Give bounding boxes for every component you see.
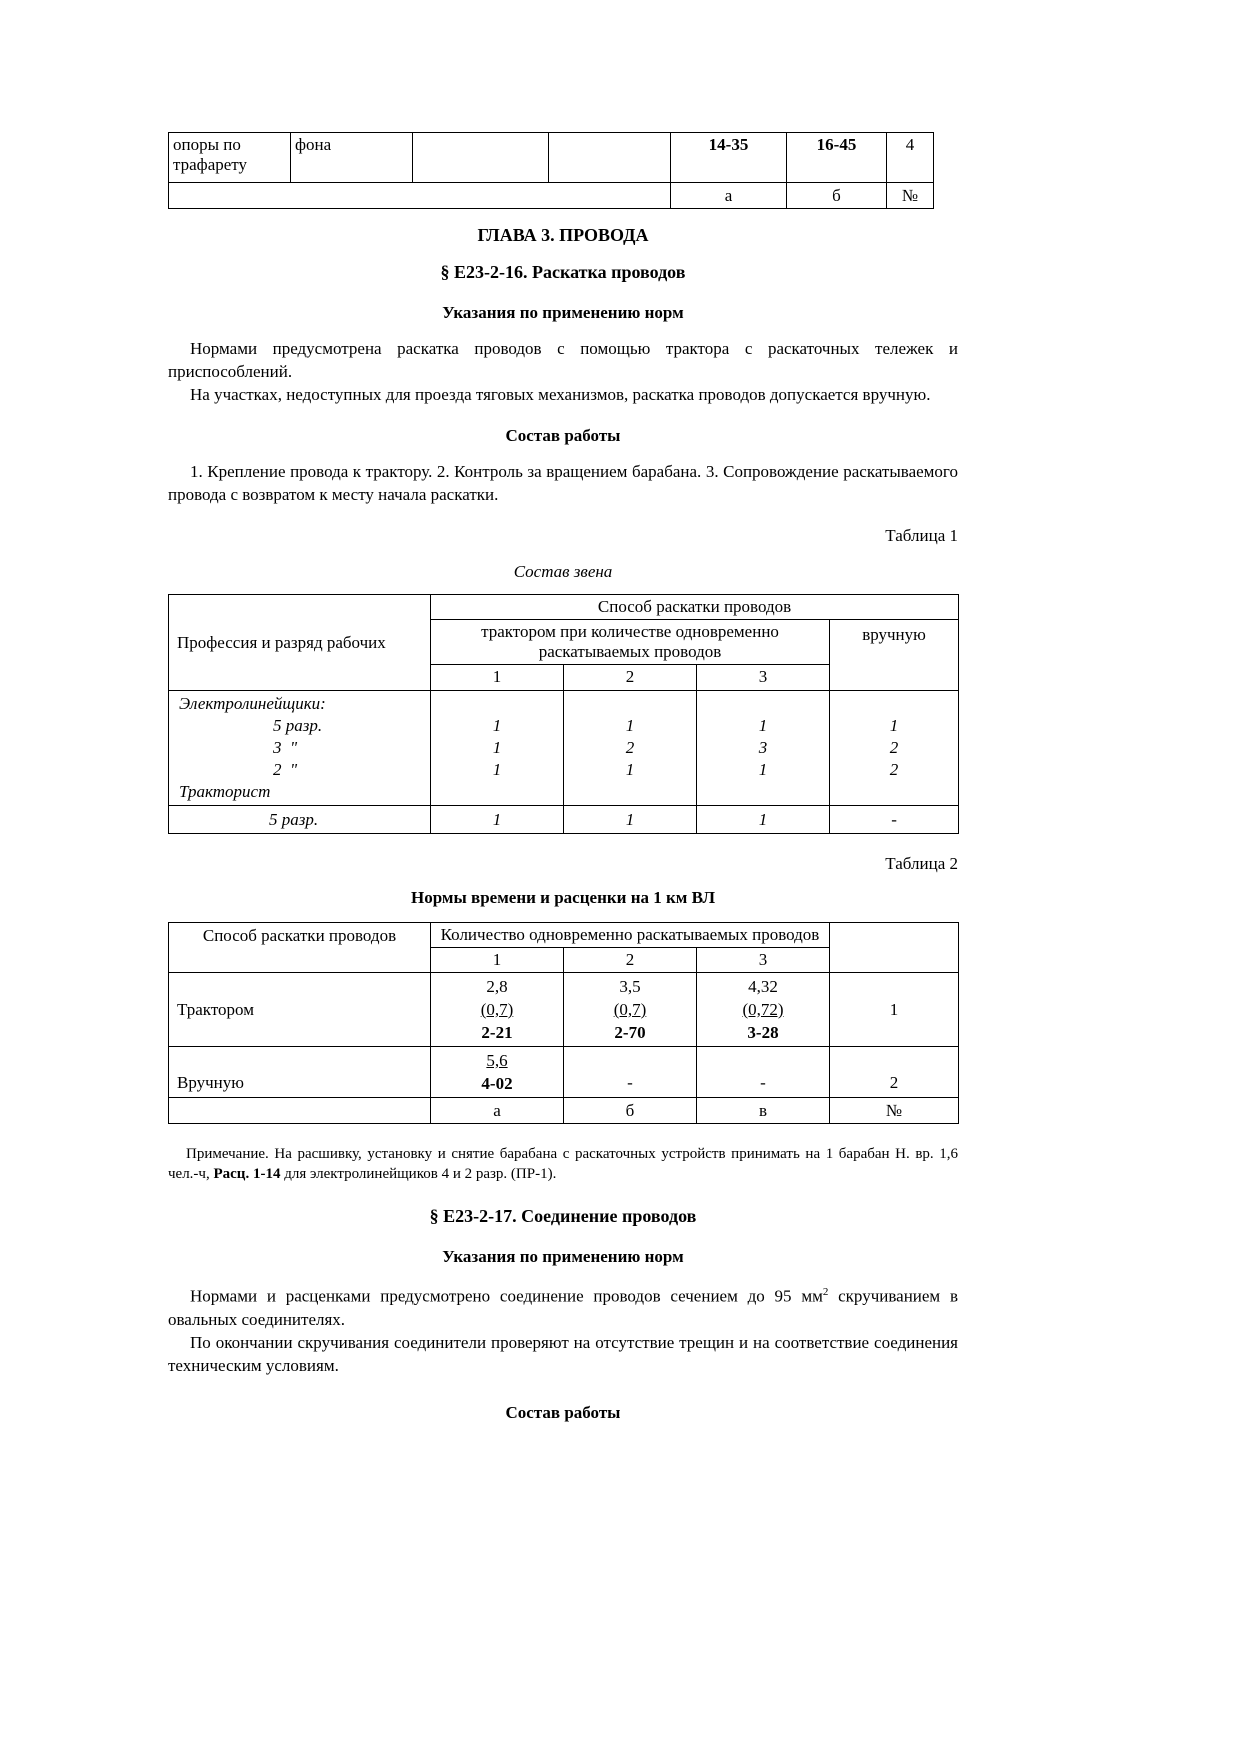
machinist-time: (0,7) <box>613 1000 647 1019</box>
table1-tractor-header: трактором при количестве одновременно раскатываемых проводов <box>431 620 830 665</box>
table1-value: 2 <box>889 760 899 779</box>
table2-letters-row <box>169 1098 959 1124</box>
fragment-letters-row <box>169 183 934 209</box>
table2-letters-empty <box>169 1098 431 1124</box>
table2-manual-crew: 2 <box>830 1047 959 1098</box>
table2-manual-label: Вручную <box>169 1047 431 1098</box>
section17-para1 <box>168 1281 958 1331</box>
table1-value <box>568 781 692 803</box>
table1-num-3: 3 <box>697 665 830 691</box>
table2-tractor-cell-2 <box>564 973 697 1047</box>
table2-tractor-label: Трактором <box>169 973 431 1047</box>
table1-value <box>568 693 692 715</box>
norm-time: 3,5 <box>619 977 641 996</box>
table1-value: - <box>830 806 959 834</box>
table1-col1-values <box>431 691 564 806</box>
table1-value: 1 <box>492 760 502 779</box>
section17-para1-post: скручиванием в овальных соединителях. <box>168 1286 958 1329</box>
table2-manual-row <box>169 1047 959 1098</box>
machinist-time: (0,7) <box>480 1000 514 1019</box>
section17-para2: По окончании скручивания соединители проверяют на отсутствие трещин и на соответствие соединения техническим условиям. <box>168 1332 958 1375</box>
table1 <box>168 594 959 834</box>
table2-title: Нормы времени и расценки на 1 км ВЛ <box>411 888 715 907</box>
table1-label-column <box>169 691 431 806</box>
table1-num-1: 1 <box>431 665 564 691</box>
table2-letter-b: б <box>564 1098 697 1124</box>
frag-letter-no: № <box>887 183 934 209</box>
table1-value <box>435 693 559 715</box>
rate-value: 2-70 <box>614 1023 646 1042</box>
table1-value: 1 <box>492 716 502 735</box>
table2-manual-cell-2: - <box>564 1047 697 1098</box>
table1-value: 1 <box>697 806 830 834</box>
table2-manual-cell-3: - <box>697 1047 830 1098</box>
table1-value: 1 <box>564 806 697 834</box>
table2-num-3: 3 <box>697 948 830 973</box>
note-text-pre: Примечание. На расшивку, установку и снятие барабана с раскаточных устройств принимать на 1 барабан Н. вр. 1,6 чел.-ч, <box>168 1146 958 1182</box>
top-fragment-table <box>168 132 934 209</box>
table2-header-row1 <box>169 923 959 948</box>
table1-value: 1 <box>492 738 502 757</box>
table1-col3-values <box>697 691 830 806</box>
rate-value: 4-02 <box>481 1074 513 1093</box>
section16-title: § Е23-2-16. Раскатка проводов <box>440 262 686 282</box>
rate-value: 3-28 <box>747 1023 779 1042</box>
table1-col2-values <box>564 691 697 806</box>
chapter-title: ГЛАВА 3. ПРОВОДА <box>477 225 649 245</box>
table1-value: 1 <box>889 716 899 735</box>
table1-label: 2 " <box>273 760 298 779</box>
frag-cell-empty1 <box>413 133 549 183</box>
norm-time: 5,6 <box>486 1051 508 1070</box>
section17-guidance-heading: Указания по применению норм <box>442 1247 684 1266</box>
frag-letters-empty <box>169 183 671 209</box>
table2-tractor-row <box>169 973 959 1047</box>
table1-body-row <box>169 691 959 806</box>
table2-letter-no: № <box>830 1098 959 1124</box>
section17-work-heading: Состав работы <box>505 1402 621 1422</box>
table2-header-empty <box>830 923 959 973</box>
machinist-time: (0,72) <box>742 1000 784 1019</box>
table2-manual-cell-1 <box>431 1047 564 1098</box>
table1-caption: Таблица 1 <box>885 526 958 545</box>
table1-value <box>701 693 825 715</box>
table2-letter-v: в <box>697 1098 830 1124</box>
table1-col-profession: Профессия и разряд рабочих <box>169 595 431 691</box>
table1-title: Состав звена <box>513 562 613 581</box>
table1-label: 3 " <box>273 738 298 757</box>
frag-cell-rate-a: 14-35 <box>671 133 787 183</box>
table1-manual-values <box>830 691 959 806</box>
frag-cell-num: 4 <box>887 133 934 183</box>
table2-tractor-crew: 1 <box>830 973 959 1047</box>
table2-group-header: Количество одновременно раскатываемых проводов <box>431 923 830 948</box>
fragment-row <box>169 133 934 183</box>
table1-label: 5 разр. <box>273 716 323 735</box>
table2-col-method: Способ раскатки проводов <box>169 923 431 973</box>
section17-para1-pre: Нормами и расценками предусмотрено соединение проводов сечением до 95 мм <box>190 1286 823 1306</box>
frag-letter-b: б <box>787 183 887 209</box>
table1-value: 2 <box>625 738 635 757</box>
table2-num-2: 2 <box>564 948 697 973</box>
table1-value: 1 <box>431 806 564 834</box>
table1-value <box>834 693 954 715</box>
table2-tractor-cell-3 <box>697 973 830 1047</box>
table1-value: 3 <box>758 738 768 757</box>
section16-work-items: 1. Крепление провода к трактору. 2. Контроль за вращением барабана. 3. Сопровождение раскатываемого провода с возвратом к месту начала раскатки. <box>168 462 958 504</box>
table2-letter-a: а <box>431 1098 564 1124</box>
table1-value: 1 <box>625 760 635 779</box>
table2-num-1: 1 <box>431 948 564 973</box>
rate-value: 2-21 <box>481 1023 513 1042</box>
table1-label: 5 разр. <box>169 806 431 834</box>
table1-label: Тракторист <box>179 782 271 801</box>
table1-value <box>435 781 559 803</box>
section16-para1: Нормами предусмотрена раскатка проводов с помощью трактора с раскаточных тележек и приспособлений. <box>168 339 958 381</box>
table1-value: 1 <box>625 716 635 735</box>
frag-cell-rate-b: 16-45 <box>787 133 887 183</box>
table2-caption: Таблица 2 <box>885 854 958 873</box>
section16-work-heading: Состав работы <box>505 426 621 445</box>
note-paragraph <box>168 1144 958 1184</box>
frag-cell-fona: фона <box>291 133 413 183</box>
table1-group-header: Способ раскатки проводов <box>431 595 959 620</box>
frag-cell-empty2 <box>549 133 671 183</box>
section16-para2: На участках, недоступных для проезда тяговых механизмов, раскатка проводов допускается вручную. <box>190 385 931 404</box>
table2 <box>168 922 959 1124</box>
table1-manual-header: вручную <box>830 620 959 691</box>
table1-value: 1 <box>758 760 768 779</box>
frag-cell-opory: опоры по трафарету <box>169 133 291 183</box>
section16-guidance-heading: Указания по применению норм <box>442 303 684 322</box>
content-column <box>168 132 958 1423</box>
table1-value: 2 <box>889 738 899 757</box>
table1-header-row1 <box>169 595 959 620</box>
frag-letter-a: а <box>671 183 787 209</box>
table1-last-row <box>169 806 959 834</box>
table1-value: 1 <box>758 716 768 735</box>
norm-time: 2,8 <box>486 977 508 996</box>
table1-value <box>701 781 825 803</box>
table1-num-2: 2 <box>564 665 697 691</box>
table2-tractor-cell-1 <box>431 973 564 1047</box>
table1-value <box>834 781 954 803</box>
table1-label: Электролинейщики: <box>179 694 326 713</box>
norm-time: 4,32 <box>748 977 778 996</box>
superscript-2: 2 <box>822 1286 829 1298</box>
note-rate-bold: Расц. 1-14 <box>213 1166 281 1182</box>
note-text-post: для электролинейщиков 4 и 2 разр. (ПР-1). <box>280 1166 557 1182</box>
section17-title: § Е23-2-17. Соединение проводов <box>429 1206 697 1226</box>
